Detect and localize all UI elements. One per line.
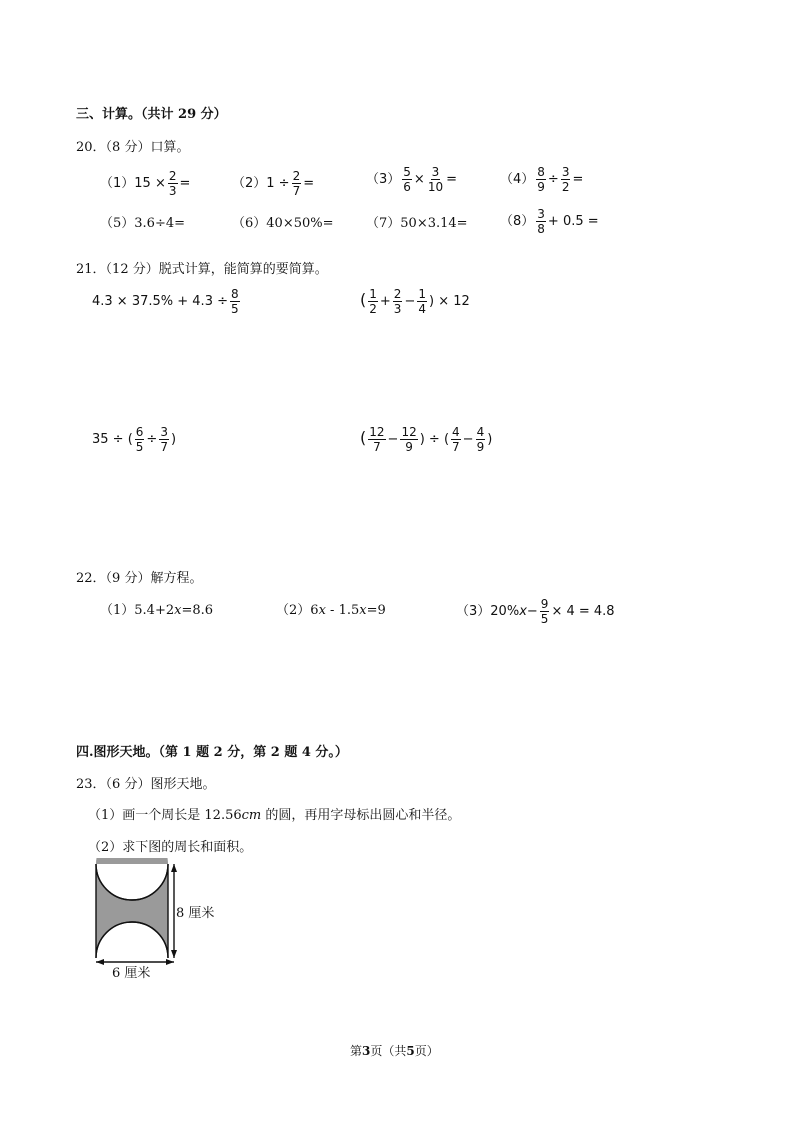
shaded-shape-figure bbox=[86, 858, 246, 988]
q23-subquestion-1: （1）画一个周长是 12.56cm 的圆，再用字母标出圆心和半径。 bbox=[88, 808, 461, 823]
height-label: 8 厘米 bbox=[176, 906, 215, 921]
q23-subquestion-2: （2）求下图的周长和面积。 bbox=[88, 840, 253, 855]
q21-expression-3: 35 ÷ ( $\frac{6}{5}$ ÷ $\frac{3}{7}$ ) bbox=[92, 425, 177, 454]
question-23-header: 23．（6 分）图形天地。 bbox=[76, 777, 216, 792]
shaded-region bbox=[96, 858, 168, 958]
question-20-header: 20．（8 分）口算。 bbox=[76, 140, 190, 155]
section-title: 四.图形天地。（第 1 题 2 分，第 2 题 4 分。） bbox=[76, 745, 348, 760]
question-22-header: 22．（9 分）解方程。 bbox=[76, 571, 203, 586]
question-21-header: 21．（12 分）脱式计算，能简算的要简算。 bbox=[76, 262, 328, 277]
q20-item-3: （3） $\frac{5}{6}$ × $\frac{3}{10}$ = bbox=[366, 165, 458, 194]
width-arrow-left bbox=[96, 959, 104, 965]
q21-expression-2: ( $\frac{1}{2}$ + $\frac{2}{3}$ − $\frac{1}{4}$ ) × 12 bbox=[360, 287, 470, 316]
section-title: 三、计算。（共计 29 分） bbox=[76, 107, 227, 122]
q20-item-1: （1）15 × $\frac{2}{3}$ = bbox=[100, 169, 191, 198]
height-arrow-bottom bbox=[171, 950, 177, 958]
q20-item-7: （7）50×3.14= bbox=[366, 216, 468, 231]
q20-item-6: （6）40×50%= bbox=[232, 216, 334, 231]
q22-equation-2: （2）6x - 1.5x=9 bbox=[276, 603, 386, 618]
q21-expression-1: 4.3 × 37.5% + 4.3 ÷ $\frac{8}{5}$ bbox=[92, 287, 239, 316]
q20-item-5: （5）3.6÷4= bbox=[100, 216, 186, 231]
q21-expression-4: ( $\frac{12}{7}$ − $\frac{12}{9}$ ) ÷ ( $\frac{4}{7}$ − $\frac{4}{9}$ ) bbox=[360, 425, 493, 454]
height-arrow-top bbox=[171, 864, 177, 872]
width-arrow-right bbox=[166, 959, 174, 965]
width-label: 6 厘米 bbox=[112, 966, 151, 981]
page-footer: 第3页（共5页） bbox=[350, 1044, 439, 1058]
q20-item-8: （8） $\frac{3}{8}$ + 0.5 = bbox=[500, 207, 599, 236]
q20-item-4: （4） $\frac{8}{9}$ ÷ $\frac{3}{2}$ = bbox=[500, 165, 584, 194]
q22-equation-3: （3）20%x− $\frac{9}{5}$ × 4 = 4.8 bbox=[456, 597, 615, 626]
q22-equation-1: （1）5.4+2x=8.6 bbox=[100, 603, 214, 618]
q20-item-2: （2）1 ÷ $\frac{2}{7}$ = bbox=[232, 169, 315, 198]
